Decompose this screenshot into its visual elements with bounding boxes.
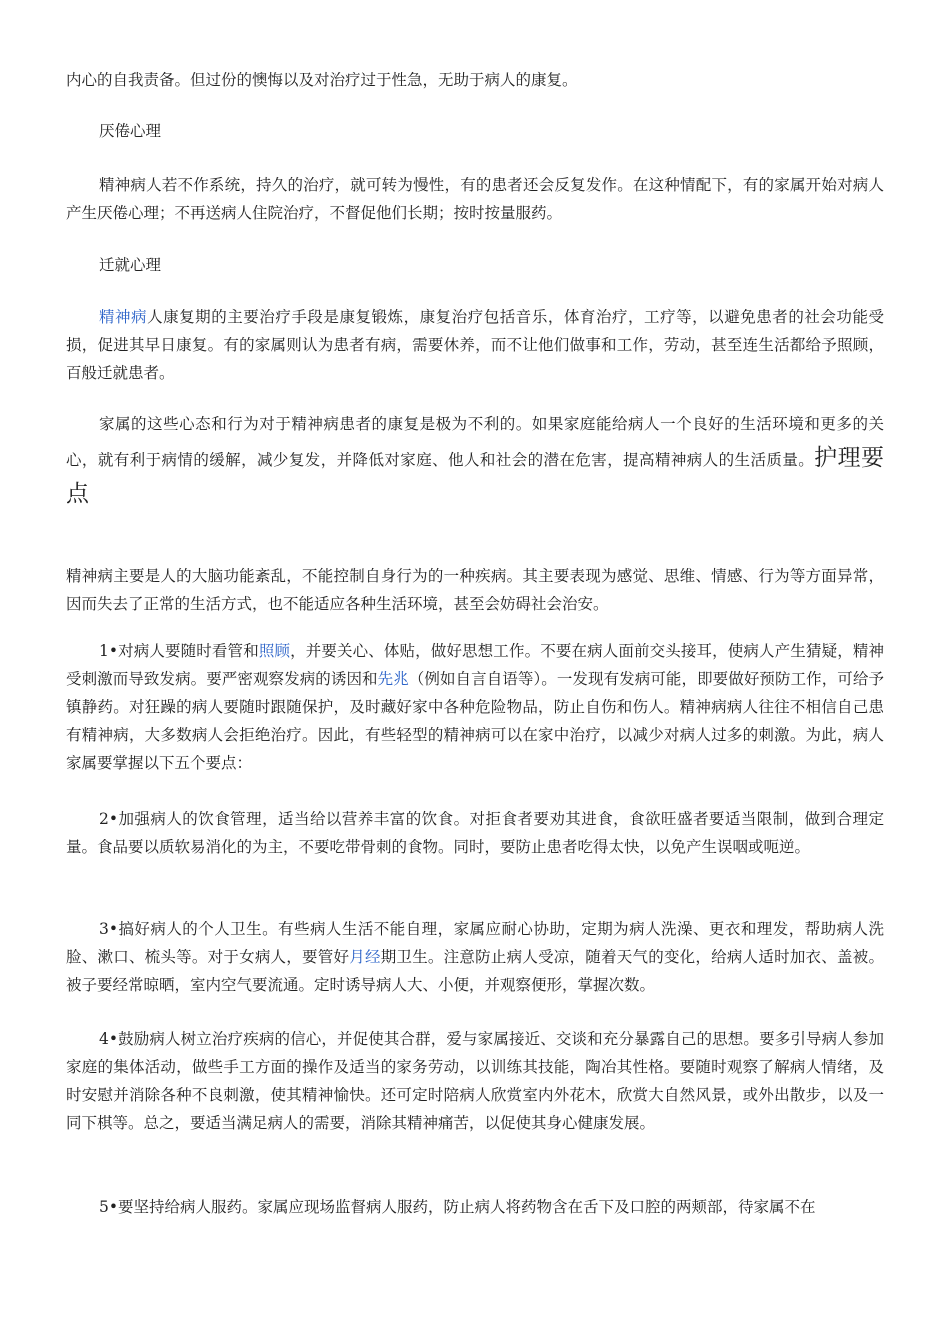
paragraph-qianjiu-text: 人康复期的主要治疗手段是康复锻炼，康复治疗包括音乐，体育治疗，工疗等，以避免患者的社会功能受损，促进其早日康复。有的家属则认为患者有病，需要休养，而不让他们做事和工作，劳动，甚至连生活都给予照顾，百般迁就患者。 — [66, 308, 884, 382]
subheading-yanjuan: 厌倦心理 — [99, 122, 162, 140]
paragraph-continuation: 内心的自我责备。但过份的懊悔以及对治疗过于性急，无助于病人的康复。 — [66, 71, 578, 89]
list-item-5: 5•要坚持给病人服药。家属应现场监督病人服药，防止病人将药物含在舌下及口腔的两颊部，待家属不在 — [99, 1198, 816, 1216]
list-item-1 — [66, 637, 884, 777]
list-item-2: 2•加强病人的饮食管理，适当给以营养丰富的饮食。对拒食者要劝其进食，食欲旺盛者要适当限制，做到合理定量。食品要以质软易消化的为主，不要吃带骨刺的食物。同时，要防止患者吃得太快，以免产生误咽或呃逆。 — [66, 810, 884, 856]
section-heading: 护理要点 — [66, 445, 884, 507]
link-yuejing[interactable]: 月经 — [349, 948, 381, 966]
paragraph-jiashu-text: 家属的这些心态和行为对于精神病患者的康复是极为不利的。如果家庭能给病人一个良好的生活环境和更多的关心，就有利于病情的缓解，减少复发，并降低对家庭、他人和社会的潜在危害，提高精神病人的生活质量。 — [66, 415, 884, 469]
list-item-1-text-b: ，并要关心、体贴，做好思想工作。不要在病人面前交头接耳，使病人产生猜疑，精神受刺激而导致发病。要严密观察发病的诱因和 — [66, 642, 884, 688]
list-item-1-text-c: （例如自言自语等）。一发现有发病可能，即要做好预防工作，可给予镇静药。对狂躁的病人要随时跟随保护，及时藏好家中各种危险物品，防止自伤和伤人。精神病病人往往不相信自己患有精神病，大多数病人会拒绝治疗。因此，有些轻型的精神病可以在家中治疗，以减少对病人过多的刺激。为此，病人家属要掌握以下五个要点： — [66, 670, 884, 772]
list-item-3-text-b: 期卫生。注意防止病人受凉，随着天气的变化，给病人适时加衣、盖被。被子要经常晾晒，室内空气要流通。定时诱导病人大、小便，并观察便形，掌握次数。 — [66, 948, 884, 994]
link-xianzhao[interactable]: 先兆 — [377, 670, 409, 688]
paragraph-intro: 精神病主要是人的大脑功能紊乱，不能控制自身行为的一种疾病。其主要表现为感觉、思维、情感、行为等方面异常，因而失去了正常的生活方式，也不能适应各种生活环境，甚至会妨碍社会治安。 — [66, 567, 884, 613]
list-item-3-text-a: 3•搞好病人的个人卫生。有些病人生活不能自理，家属应耐心协助，定期为病人洗澡、更衣和理发，帮助病人洗脸、漱口、梳头等。对于女病人，要管好 — [66, 920, 884, 966]
list-item-4: 4•鼓励病人树立治疗疾病的信心，并促使其合群，爱与家属接近、交谈和充分暴露自己的思想。要多引导病人参加家庭的集体活动，做些手工方面的操作及适当的家务劳动，以训练其技能，陶冶其性格。要随时观察了解病人情绪，及时安慰并消除各种不良刺激，使其精神愉快。还可定时陪病人欣赏室内外花木，欣赏大自然风景，或外出散步，以及一同下棋等。总之，要适当满足病人的需要，消除其精神痛苦，以促使其身心健康发展。 — [66, 1030, 884, 1132]
subheading-qianjiu: 迁就心理 — [99, 256, 162, 274]
paragraph-jiashu — [66, 407, 884, 513]
paragraph-yanjuan: 精神病人若不作系统，持久的治疗，就可转为慢性，有的患者还会反复发作。在这种情配下，有的家属开始对病人产生厌倦心理；不再送病人住院治疗，不督促他们长期；按时按量服药。 — [66, 176, 884, 222]
link-jingshenbing[interactable]: 精神病 — [99, 308, 148, 326]
paragraph-qianjiu — [66, 303, 884, 387]
link-zhaogu[interactable]: 照顾 — [258, 642, 291, 660]
list-item-1-text-a: 1•对病人要随时看管和 — [99, 642, 259, 660]
list-item-3 — [66, 915, 884, 999]
